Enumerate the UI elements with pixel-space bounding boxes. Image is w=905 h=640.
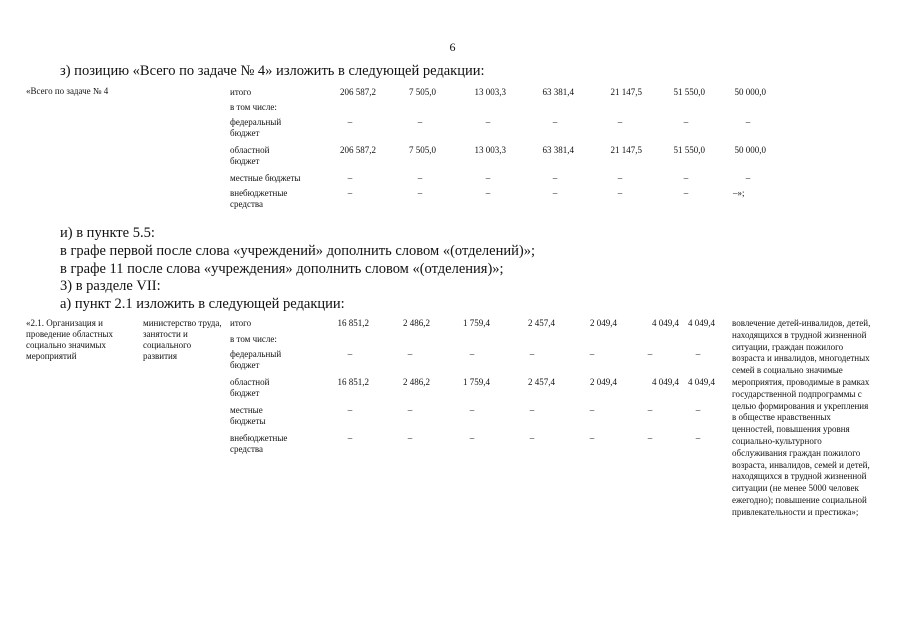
table1-cell: – <box>347 188 353 198</box>
table1-cell: 7 505,0 <box>409 87 436 97</box>
table2-cell: – <box>589 349 595 359</box>
table2-row-label: итого <box>230 318 252 328</box>
paragraph: в графе 11 после слова «учреждения» дополнить словом «(отделения)»; <box>60 261 504 277</box>
table1-cell: – <box>745 173 751 183</box>
table1-row-label: федеральный бюджет <box>230 117 282 138</box>
item-z-heading: з) позицию «Всего по задаче № 4» изложить в следующей редакции: <box>60 63 485 79</box>
table2-cell: – <box>529 405 535 415</box>
table1-cell: – <box>552 188 558 198</box>
table1-cell: 63 381,4 <box>542 87 574 97</box>
table1-cell: – <box>485 173 491 183</box>
table2-cell: – <box>647 405 653 415</box>
table1-cell: 206 587,2 <box>340 145 376 155</box>
table2-row-label: внебюджетные средства <box>230 433 288 454</box>
table2-cell: 4 049,4 <box>652 318 679 328</box>
table1-cell: – <box>683 117 689 127</box>
table1-cell: – <box>347 173 353 183</box>
table1-row-label: местные бюджеты <box>230 173 301 183</box>
table1-cell: – <box>683 173 689 183</box>
table1-row-label: областной бюджет <box>230 145 270 166</box>
table2-cell: – <box>589 405 595 415</box>
table1-cell: – <box>417 173 423 183</box>
table2-cell: 2 457,4 <box>528 318 555 328</box>
table1-cell: – <box>485 117 491 127</box>
table2-cell: 16 851,2 <box>337 318 369 328</box>
table1-cell: 63 381,4 <box>542 145 574 155</box>
table1-name: «Всего по задаче № 4 <box>26 86 109 96</box>
table1-row-label: в том числе: <box>230 102 277 112</box>
page-number: 6 <box>449 40 456 54</box>
table2-cell: 4 049,4 <box>652 377 679 387</box>
table2-cell: – <box>347 405 353 415</box>
table1-cell: – <box>347 117 353 127</box>
table2-cell: – <box>407 433 413 443</box>
table1-cell: 50 000,0 <box>734 87 766 97</box>
table2-cell: – <box>695 433 701 443</box>
paragraph: а) пункт 2.1 изложить в следующей редакции: <box>60 296 345 312</box>
table2-row-label: в том числе: <box>230 334 277 344</box>
table2-cell: 1 759,4 <box>463 318 490 328</box>
table1-cell: 50 000,0 <box>734 145 766 155</box>
table1-cell: 51 550,0 <box>673 145 705 155</box>
table1-cell: 13 003,3 <box>474 145 506 155</box>
table1-cell: –»; <box>733 188 745 198</box>
table2-cell: 1 759,4 <box>463 377 490 387</box>
table2-cell: 2 486,2 <box>403 318 430 328</box>
table2-cell: 4 049,4 <box>688 318 715 328</box>
table2-cell: – <box>695 405 701 415</box>
table2-cell: – <box>347 433 353 443</box>
table2-cell: 16 851,2 <box>337 377 369 387</box>
table2-cell: – <box>347 349 353 359</box>
table2-cell: 2 049,4 <box>590 318 617 328</box>
table2-cell: 2 486,2 <box>403 377 430 387</box>
table2-cell: – <box>529 433 535 443</box>
table1-cell: – <box>552 117 558 127</box>
table1-cell: – <box>745 117 751 127</box>
table2-cell: – <box>589 433 595 443</box>
table1-cell: 206 587,2 <box>340 87 376 97</box>
table1-cell: – <box>417 188 423 198</box>
table2-executor: министерство труда, занятости и социального развития <box>143 318 222 361</box>
table2-name: «2.1. Организация и проведение областных социально значимых мероприятий <box>26 318 113 361</box>
table1-cell: – <box>617 117 623 127</box>
table2-cell: – <box>469 405 475 415</box>
table2-cell: – <box>695 349 701 359</box>
table1-cell: 51 550,0 <box>673 87 705 97</box>
table2-cell: – <box>407 405 413 415</box>
table2-cell: 2 049,4 <box>590 377 617 387</box>
table1-cell: 21 147,5 <box>610 145 642 155</box>
paragraph: и) в пункте 5.5: <box>60 225 155 241</box>
table1-cell: – <box>617 188 623 198</box>
table2-cell: 4 049,4 <box>688 377 715 387</box>
table2-cell: – <box>647 433 653 443</box>
table1-cell: – <box>617 173 623 183</box>
table1-cell: – <box>683 188 689 198</box>
table2-cell: – <box>469 349 475 359</box>
table2-cell: – <box>529 349 535 359</box>
table2-row-label: федеральный бюджет <box>230 349 282 370</box>
table1-cell: – <box>417 117 423 127</box>
table2-cell: – <box>469 433 475 443</box>
table2-row-label: местные бюджеты <box>230 405 266 426</box>
paragraph: в графе первой после слова «учреждений» дополнить словом «(отделений)»; <box>60 243 535 259</box>
table1-cell: 7 505,0 <box>409 145 436 155</box>
table1-cell: 21 147,5 <box>610 87 642 97</box>
table1-cell: 13 003,3 <box>474 87 506 97</box>
table2-cell: – <box>407 349 413 359</box>
table2-cell: – <box>647 349 653 359</box>
paragraph: 3) в разделе VII: <box>60 278 161 294</box>
table1-row-label: внебюджетные средства <box>230 188 288 209</box>
table2-cell: 2 457,4 <box>528 377 555 387</box>
table2-row-label: областной бюджет <box>230 377 270 398</box>
table1-cell: – <box>552 173 558 183</box>
table1-cell: – <box>485 188 491 198</box>
table1-row-label: итого <box>230 87 252 97</box>
table2-result: вовлечение детей-инвалидов, детей, находящихся в трудной жизненной ситуации, граждан пожилого возраста и инвалидов, многодетных семей в социально значимые мероприятия, проводимые в рамках государственной подпрограммы с целью формирования и укрепления в обществе нравственных ценностей, повышения уровня социально-культурного обслуживания граждан пожилого возраста, инвалидов, семей и детей, находящихся в трудной жизненной ситуации (не менее 5000 человек ежегодно); повышение социальной привлекательности и престижа»; <box>732 318 871 517</box>
